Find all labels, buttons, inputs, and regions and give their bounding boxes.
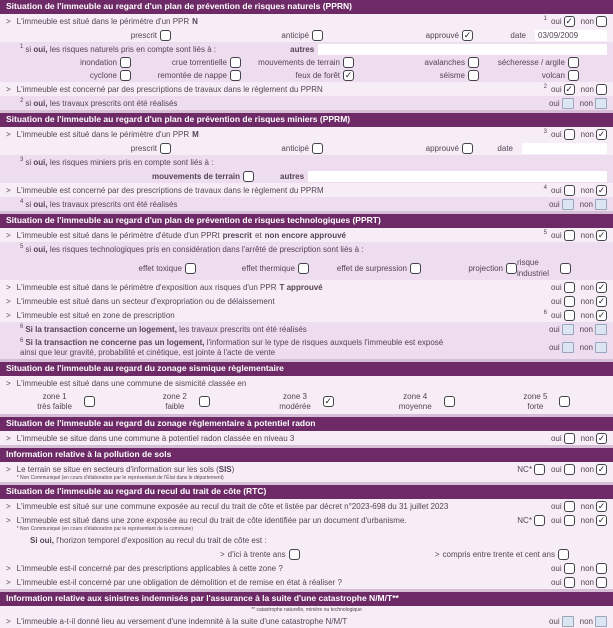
oui-label: oui <box>550 464 562 474</box>
oui-label: oui <box>550 185 562 195</box>
non-label: non <box>580 310 594 320</box>
zone-level: moyenne <box>398 401 432 411</box>
hazard-label: sécheresse / argile <box>497 58 565 67</box>
footnote-6: 6 <box>20 323 24 330</box>
hazard-label: inondation <box>80 58 117 67</box>
pprn-note2-row <box>0 96 613 110</box>
pprn-remontee-nappe-checkbox[interactable] <box>230 70 241 81</box>
rtc-q2-yesno <box>517 515 607 526</box>
chevron-icon: > <box>6 296 11 306</box>
oui-label: oui <box>548 199 560 209</box>
hazard-label: avalanches <box>424 58 465 67</box>
section-sismique-title: Situation de l'immeuble au regard du zonage sismique règlementaire <box>0 362 613 376</box>
rtc-q3-row <box>0 561 613 575</box>
section-pprm <box>0 113 613 211</box>
pprt-q2-yesno <box>551 282 607 293</box>
pprn-inondation-checkbox[interactable] <box>120 57 131 68</box>
non-label: non <box>580 84 594 94</box>
pprn-crue-torrentielle-checkbox[interactable] <box>230 57 241 68</box>
pollution-oui-checkbox[interactable] <box>564 464 575 475</box>
pollution-q1-text: Le terrain se situe en secteurs d'information sur les sols ( <box>16 464 219 474</box>
zone-level: très faible <box>37 401 72 411</box>
anticipe-label: anticipé <box>281 143 309 153</box>
radon-q1-row <box>0 431 613 445</box>
pprm-travaux-non-field[interactable] <box>595 199 607 210</box>
rtc-q4-oui-checkbox[interactable] <box>564 577 575 588</box>
pprt-note6a-bold: Si la transaction concerne un logement, <box>25 324 177 334</box>
oui-label: oui <box>550 563 562 573</box>
chevron-icon: > <box>6 501 11 511</box>
rtc-options-row <box>0 547 613 561</box>
rtc-opt2-checkbox[interactable] <box>558 549 569 560</box>
pprt-q1-bold1: prescrit <box>222 230 252 240</box>
prescrit-label: prescrit <box>130 143 157 153</box>
catastrophe-q1-row <box>0 614 613 628</box>
rtc-q2-oui-checkbox[interactable] <box>564 515 575 526</box>
oui-label: oui <box>550 501 562 511</box>
section-pprm-title: Situation de l'immeuble au regard d'un plan de prévention de risques miniers (PPRM) <box>0 113 613 127</box>
chevron-icon: > <box>6 433 11 443</box>
pprm-q1-text-bold: M <box>192 129 199 139</box>
pprn-anticipe-checkbox[interactable] <box>312 30 323 41</box>
pprn-hazards-row1 <box>0 56 613 69</box>
si-label: si <box>25 157 32 167</box>
zone-name: zone 3 <box>282 392 307 401</box>
section-pprt-title: Situation de l'immeuble au regard d'un plan de prévention de risques technologiques (PPRT) <box>0 214 613 228</box>
pprm-hazard-row <box>0 169 613 183</box>
sismique-intro-row <box>0 376 613 390</box>
oui-label: oui <box>550 84 562 94</box>
oui-label: oui <box>550 129 562 139</box>
si-oui-bold: oui, <box>33 98 48 108</box>
non-label: non <box>579 343 593 352</box>
prescrit-label: prescrit <box>130 30 157 40</box>
pprm-mouvements-label: mouvements de terrain <box>152 171 241 181</box>
rtc-q1-text: L'immeuble est situé sur une commune exposée au recul du trait de côte et listée par décret n°2023-698 du 31 juillet 2023 <box>16 501 449 511</box>
non-label: non <box>580 464 594 474</box>
rtc-q4-yesno <box>551 577 607 588</box>
chevron-icon: > <box>6 16 11 26</box>
oui-label: oui <box>548 98 560 108</box>
pprt-note6b-row <box>0 336 613 359</box>
pprn-q2-non-checkbox[interactable] <box>596 84 607 95</box>
pprt-q4-oui-checkbox[interactable] <box>564 310 575 321</box>
pprt-non-logement-oui-field[interactable] <box>562 342 574 353</box>
chevron-icon: > <box>6 282 11 292</box>
nc-label: NC* <box>517 464 532 474</box>
pprt-q3-non-checkbox[interactable]: ✓ <box>597 295 606 306</box>
pprt-note1-row <box>0 242 613 256</box>
section-pollution <box>0 448 613 482</box>
section-pprn-title: Situation de l'immeuble au regard d'un plan de prévention de risques naturels (PPRN) <box>0 0 613 14</box>
pprt-logement-oui-field[interactable] <box>562 324 574 335</box>
hazard-label: séisme <box>439 71 465 80</box>
hazard-label: effet thermique <box>241 263 295 273</box>
si-oui-bold: oui, <box>33 157 48 167</box>
zone4-checkbox[interactable] <box>444 396 455 407</box>
footnote-ref-1: 1 <box>543 15 547 22</box>
pprt-q2-bold: T approuvé <box>279 282 323 292</box>
catastrophe-non-field[interactable] <box>595 616 607 627</box>
zone-level: faible <box>165 401 185 411</box>
pprm-mouvements-checkbox[interactable] <box>243 171 254 182</box>
pprn-date-field[interactable]: 03/09/2009 <box>535 30 607 41</box>
pprt-effet-thermique-checkbox[interactable] <box>298 263 309 274</box>
pprn-q1-oui-checkbox[interactable]: ✓ <box>565 15 573 26</box>
pprn-volcan-checkbox[interactable] <box>568 70 579 81</box>
pprt-q3-oui-checkbox[interactable] <box>564 296 575 307</box>
zone-name: zone 4 <box>403 392 428 401</box>
pprt-q3-yesno <box>551 296 607 307</box>
pprt-q1-text: L'immeuble est situé dans le périmètre d'étude d'un PPRt <box>16 230 220 240</box>
chevron-icon: > <box>6 616 11 626</box>
si-label: si <box>25 44 32 54</box>
pollution-note: * Non Communiqué (en cours d'élaboration par le représentant de l'État dans le département) <box>16 474 224 481</box>
pprt-q3-text: L'immeuble est situé dans un secteur d'expropriation ou de délaissement <box>16 296 275 306</box>
hazard-label: effet de surpression <box>336 263 407 273</box>
pprm-date-field[interactable] <box>522 143 607 154</box>
catastrophe-note: ** catastrophe naturelle, minière ou technologique <box>0 606 613 614</box>
rtc-q4-non-checkbox[interactable] <box>596 577 607 588</box>
pprn-travaux-oui-field[interactable] <box>562 98 574 109</box>
pprm-q1-yesno <box>544 129 607 140</box>
rtc-q3-text: L'immeuble est-il concerné par des prescriptions applicables à cette zone ? <box>16 563 283 573</box>
chevron-icon: > <box>6 129 11 139</box>
si-label: si <box>25 98 32 108</box>
oui-label: oui <box>550 433 562 443</box>
radon-oui-checkbox[interactable] <box>564 433 575 444</box>
chevron-icon: > <box>6 230 11 240</box>
pprt-note1-text: les risques technologiques pris en considération dans l'arrêté de prescription sont liés à : <box>49 244 364 254</box>
hazard-label: cyclone <box>89 71 117 80</box>
pprm-q2-yesno <box>544 185 607 196</box>
si-label: si <box>25 244 32 254</box>
pprm-q1-text: L'immeuble est situé dans le périmètre d'un PPR <box>16 129 190 139</box>
rtc-sioui-text: l'horizon temporel d'exposition au recul du trait de côte est : <box>56 535 267 545</box>
radon-q1-text: L'immeuble se situe dans une commune à potentiel radon classée en niveau 3 <box>16 433 295 443</box>
footnote-ref-3: 3 <box>543 128 547 135</box>
radon-non-checkbox[interactable]: ✓ <box>597 432 606 443</box>
non-label: non <box>580 433 594 443</box>
non-label: non <box>580 296 594 306</box>
pprn-hazards-row2 <box>0 69 613 82</box>
pprn-mouvements-terrain-checkbox[interactable] <box>343 57 354 68</box>
oui-label: oui <box>550 310 562 320</box>
hazard-label: feux de forêt <box>295 71 340 80</box>
pprm-approuve-checkbox[interactable] <box>462 143 473 154</box>
oui-label: oui <box>550 577 562 587</box>
pprt-logement-non-field[interactable] <box>595 324 607 335</box>
zone2-checkbox[interactable] <box>199 396 210 407</box>
chevron-icon: > <box>434 549 440 559</box>
rtc-sioui-bold: Si oui, <box>30 535 54 545</box>
pollution-nc-checkbox[interactable] <box>534 464 545 475</box>
non-label: non <box>580 563 594 573</box>
pprt-q2-row <box>0 280 613 294</box>
footnote-ref-5: 5 <box>543 229 547 236</box>
oui-label: oui <box>550 515 562 525</box>
hazard-label: crue torrentielle <box>171 58 227 67</box>
rtc-q1-non-checkbox[interactable]: ✓ <box>597 500 606 511</box>
pprt-q1-yesno <box>544 230 607 241</box>
oui-label: oui <box>550 16 562 26</box>
date-label: date <box>510 30 526 40</box>
footnote-ref-4: 4 <box>543 184 547 191</box>
non-label: non <box>580 501 594 511</box>
pprn-avalanches-checkbox[interactable] <box>468 57 479 68</box>
section-radon-title: Situation de l'immeuble au regard du zonage règlementaire à potentiel radon <box>0 417 613 431</box>
pprt-q1-oui-checkbox[interactable] <box>564 230 575 241</box>
footnote-1: 1 <box>20 43 24 50</box>
nc-label: NC* <box>517 515 532 525</box>
pprn-note2-text: les travaux prescrits ont été réalisés <box>49 98 178 108</box>
pprn-note1-text: les risques naturels pris en compte sont liés à : <box>49 44 217 54</box>
zone1-checkbox[interactable] <box>84 396 95 407</box>
non-label: non <box>580 282 594 292</box>
pprn-status-row <box>0 28 613 42</box>
non-label: non <box>579 98 593 108</box>
pprn-feux-foret-checkbox[interactable]: ✓ <box>344 70 353 80</box>
pprm-autres-field[interactable] <box>308 171 607 182</box>
date-label: date <box>497 143 513 153</box>
zone-name: zone 1 <box>42 392 67 401</box>
hazard-label: projection <box>468 263 503 273</box>
pollution-sis-bold: SIS <box>218 464 232 474</box>
pprn-autres-field[interactable] <box>318 44 607 55</box>
pprm-note2-text: les travaux prescrits ont été réalisés <box>49 199 178 209</box>
sismique-intro-text: L'immeuble est situé dans une commune de sismicité classée en <box>16 378 247 388</box>
pprn-q1-yesno <box>544 16 607 27</box>
footnote-5: 5 <box>20 243 24 250</box>
pprt-q1-bold2: non encore approuvé <box>264 230 346 240</box>
section-pollution-title: Information relative à la pollution de sols <box>0 448 613 462</box>
zone-level: modérée <box>279 401 311 411</box>
rtc-opt2-label: compris entre trente et cent ans <box>442 549 555 559</box>
section-rtc <box>0 485 613 589</box>
oui-label: oui <box>548 324 560 334</box>
rtc-opt1-label: d'ici à trente ans <box>227 549 286 559</box>
non-label: non <box>579 324 593 334</box>
pprm-q1-row <box>0 127 613 141</box>
hazard-label: volcan <box>541 71 565 80</box>
pprt-note6b-bold: Si la transaction ne concerne pas un logement, <box>25 337 205 347</box>
pprn-q1-row <box>0 14 613 28</box>
pprm-q1-non-checkbox[interactable]: ✓ <box>597 128 606 139</box>
pprt-q2-oui-checkbox[interactable] <box>564 282 575 293</box>
pprm-note2-row <box>0 197 613 211</box>
rtc-sioui-row <box>0 533 613 547</box>
pprn-q1-text-bold: N <box>192 16 198 26</box>
si-oui-bold: oui, <box>33 199 48 209</box>
section-pprn <box>0 0 613 110</box>
rtc-nc-checkbox[interactable] <box>534 515 545 526</box>
oui-label: oui <box>550 282 562 292</box>
pprt-q1-non-checkbox[interactable]: ✓ <box>597 229 606 240</box>
pprm-q2-text: L'immeuble est concerné par des prescriptions de travaux dans le règlement du PPRM <box>16 185 324 195</box>
section-catastrophe <box>0 592 613 628</box>
section-pprt <box>0 214 613 359</box>
rtc-q3-non-checkbox[interactable] <box>596 563 607 574</box>
pprt-q4-non-checkbox[interactable]: ✓ <box>597 309 606 320</box>
pprt-q4-yesno <box>544 310 607 321</box>
chevron-icon: > <box>6 185 11 195</box>
rtc-opt1-checkbox[interactable] <box>289 549 300 560</box>
chevron-icon: > <box>6 577 11 587</box>
pprt-effet-toxique-checkbox[interactable] <box>185 263 196 274</box>
section-rtc-title: Situation de l'immeuble au regard du recul du trait de côte (RTC) <box>0 485 613 499</box>
pprn-q2-oui-checkbox[interactable]: ✓ <box>565 83 573 94</box>
rtc-q1-yesno <box>551 501 607 512</box>
autres-label: autres <box>290 44 315 54</box>
sismique-zones-row <box>0 390 613 414</box>
si-oui-bold: oui, <box>33 244 48 254</box>
non-label: non <box>579 616 593 626</box>
pprm-q2-non-checkbox[interactable]: ✓ <box>597 184 606 195</box>
pprn-travaux-non-field[interactable] <box>595 98 607 109</box>
catastrophe-yesno <box>549 616 607 627</box>
non-label: non <box>580 515 594 525</box>
rtc-note: * Non Communiqué (en cours d'élaboration par le représentant de la commune) <box>16 525 193 532</box>
approuve-label: approuvé <box>425 143 459 153</box>
pprt-q4-text: L'immeuble est situé en zone de prescription <box>16 310 175 320</box>
oui-label: oui <box>550 230 562 240</box>
pprm-note1-text: les risques miniers pris en compte sont liés à : <box>49 157 214 167</box>
pprt-q4-row <box>0 308 613 322</box>
chevron-icon: > <box>6 310 11 320</box>
pprn-q1-text: L'immeuble est situé dans le périmètre d'un PPR <box>16 16 190 26</box>
rtc-q1-row <box>0 499 613 513</box>
autres-label: autres <box>280 171 305 181</box>
footnote-ref-6: 6 <box>543 309 547 316</box>
pollution-non-checkbox[interactable]: ✓ <box>597 463 606 474</box>
pprn-prescrit-checkbox[interactable] <box>160 30 171 41</box>
rtc-q2-non-checkbox[interactable]: ✓ <box>597 514 606 525</box>
pprt-q1-mid: et <box>254 230 262 240</box>
pprt-note6a-row <box>0 322 613 336</box>
pprm-status-row <box>0 141 613 155</box>
pprn-q2-yesno <box>544 84 607 95</box>
catastrophe-q1-text: L'immeuble a-t-il donné lieu au versement d'une indemnité à la suite d'une catastrophe N/M/T <box>16 616 348 626</box>
si-oui-bold: oui, <box>33 44 48 54</box>
oui-label: oui <box>548 616 560 626</box>
footnote-6: 6 <box>20 337 24 344</box>
footnote-ref-2: 2 <box>543 83 547 90</box>
pprt-surpression-checkbox[interactable] <box>410 263 421 274</box>
si-label: si <box>25 199 32 209</box>
pprn-q2-text: L'immeuble est concerné par des prescriptions de travaux dans le règlement du PPRN <box>16 84 323 94</box>
pprm-q2-oui-checkbox[interactable] <box>564 185 575 196</box>
pprm-travaux-oui-field[interactable] <box>562 199 574 210</box>
footnote-3: 3 <box>20 156 24 163</box>
pprm-anticipe-checkbox[interactable] <box>312 143 323 154</box>
footnote-4: 4 <box>20 198 24 205</box>
non-label: non <box>580 577 594 587</box>
pprt-hazards-row <box>0 256 613 280</box>
rtc-q3-oui-checkbox[interactable] <box>564 563 575 574</box>
non-label: non <box>580 16 594 26</box>
chevron-icon: > <box>6 84 11 94</box>
pprt-note6b-text2: ainsi que leur gravité, probabilité et cinétique, est jointe à l'acte de vente <box>20 347 276 357</box>
oui-label: oui <box>548 343 560 352</box>
radon-q1-yesno <box>551 433 607 444</box>
pprn-q1-non-checkbox[interactable] <box>596 16 607 27</box>
pprm-note1-row <box>0 155 613 169</box>
pprn-q2-row <box>0 82 613 96</box>
hazard-label: risque industriel <box>517 258 550 278</box>
section-radon <box>0 417 613 445</box>
zone-level: forte <box>527 401 544 411</box>
non-label: non <box>580 230 594 240</box>
pprt-q2-non-checkbox[interactable]: ✓ <box>597 281 606 292</box>
anticipe-label: anticipé <box>281 30 309 40</box>
pprt-projection-checkbox[interactable] <box>506 263 517 274</box>
pollution-yesno <box>517 464 607 475</box>
non-label: non <box>580 129 594 139</box>
catastrophe-oui-field[interactable] <box>562 616 574 627</box>
oui-label: oui <box>550 296 562 306</box>
chevron-icon: > <box>6 515 11 525</box>
footnote-2: 2 <box>20 97 24 104</box>
rtc-q2-row <box>0 513 613 533</box>
rtc-q2-text: L'immeuble est situé dans une zone exposée au recul du trait de côte identifiée par un document d'urbanisme. <box>16 515 407 525</box>
pprt-q3-row <box>0 294 613 308</box>
non-label: non <box>580 185 594 195</box>
pprt-q2-text: L'immeuble est situé dans le périmètre d'exposition aux risques d'un PPR <box>16 282 277 292</box>
hazard-label: effet toxique <box>138 263 182 273</box>
zone-name: zone 2 <box>162 392 187 401</box>
pprt-note6a-text: les travaux prescrits ont été réalisés <box>179 324 307 334</box>
pollution-q1-end: ) <box>231 464 235 474</box>
pprm-q1-oui-checkbox[interactable] <box>564 129 575 140</box>
approuve-label: approuvé <box>425 30 459 40</box>
zone5-checkbox[interactable] <box>559 396 570 407</box>
section-sismique <box>0 362 613 414</box>
pprt-non-logement-non-field[interactable] <box>595 342 607 353</box>
pprn-approuve-checkbox[interactable]: ✓ <box>463 29 472 40</box>
pprt-risque-industriel-checkbox[interactable] <box>560 263 571 274</box>
rtc-q1-oui-checkbox[interactable] <box>564 501 575 512</box>
non-label: non <box>579 199 593 209</box>
rtc-q4-text: L'immeuble est-il concerné par une obligation de démolition et de remise en état à réaliser ? <box>16 577 342 587</box>
pprm-q2-row <box>0 183 613 197</box>
pprn-note1-row <box>0 42 613 56</box>
chevron-icon: > <box>220 549 225 559</box>
pprn-cyclone-checkbox[interactable] <box>120 70 131 81</box>
section-catastrophe-title: Information relative aux sinistres indemnisés par l'assurance à la suite d'une catastrophe N/M/T** <box>0 592 613 606</box>
pprt-note6b-text: l'information sur le type de risques auxquels l'immeuble est exposé <box>206 337 444 347</box>
pprn-seisme-checkbox[interactable] <box>468 70 479 81</box>
pprn-secheresse-checkbox[interactable] <box>568 57 579 68</box>
rtc-q3-yesno <box>551 563 607 574</box>
pprt-q1-row <box>0 228 613 242</box>
hazard-label: mouvements de terrain <box>258 58 340 67</box>
hazard-label: remontée de nappe <box>157 71 227 80</box>
pollution-q1-row <box>0 462 613 482</box>
chevron-icon: > <box>6 464 11 474</box>
chevron-icon: > <box>6 378 11 388</box>
zone3-checkbox[interactable]: ✓ <box>324 396 333 406</box>
pprm-prescrit-checkbox[interactable] <box>160 143 171 154</box>
chevron-icon: > <box>6 563 11 573</box>
zone-name: zone 5 <box>523 392 548 401</box>
